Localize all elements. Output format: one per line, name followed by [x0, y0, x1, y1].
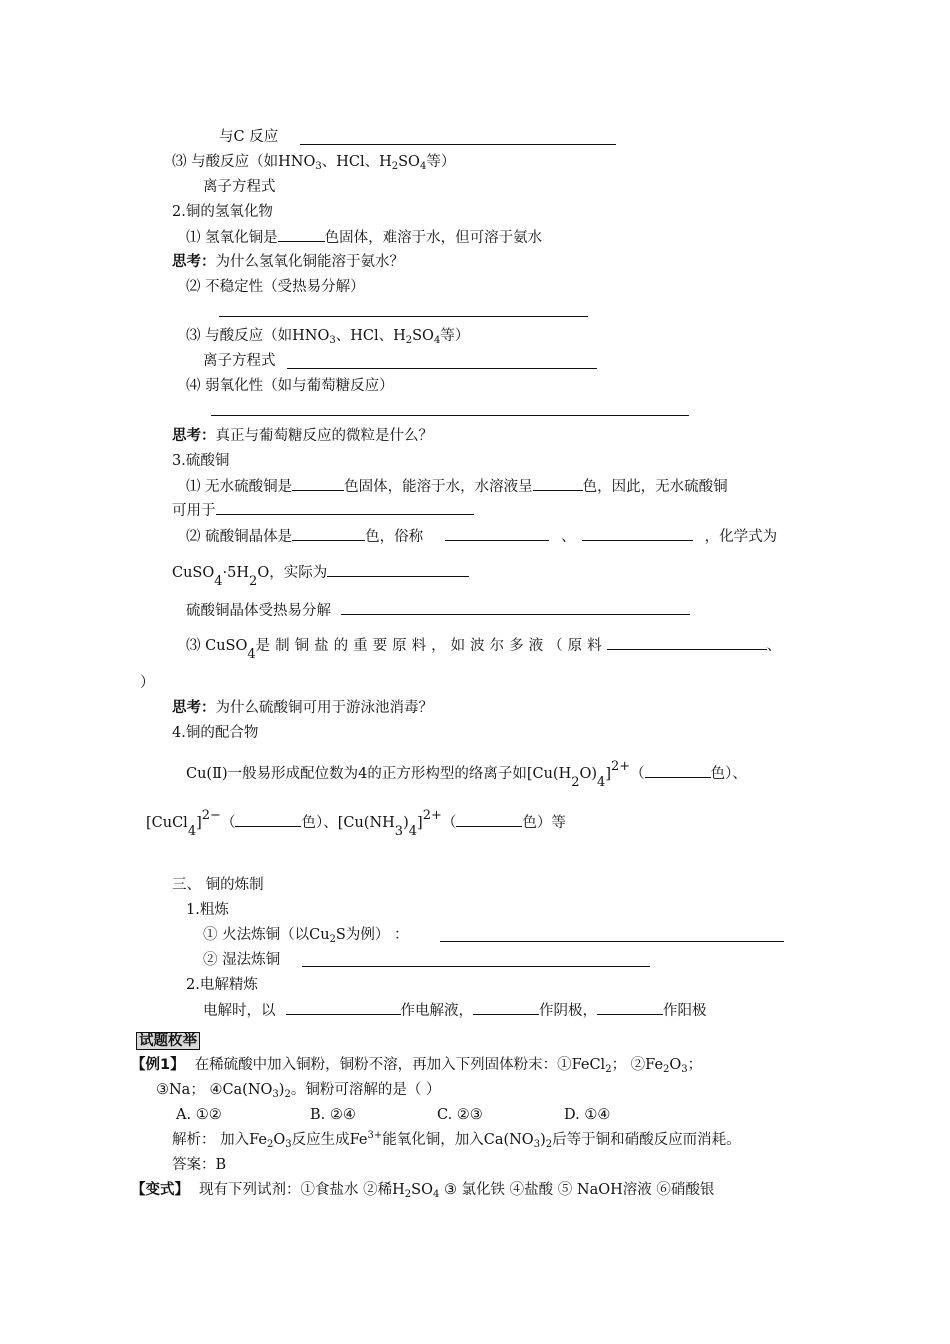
text: 色，因此，无水硫酸铜	[582, 479, 728, 495]
superscript: 2−	[201, 808, 221, 823]
heading-complex	[172, 723, 258, 743]
superscript: 2+	[422, 808, 442, 823]
text: ② 湿法炼铜	[203, 952, 281, 968]
answer-blank[interactable]	[440, 941, 784, 942]
subscript: 4	[597, 775, 606, 790]
text: 硫酸铜晶体受热易分解	[186, 603, 331, 619]
heading-sulfate	[172, 451, 229, 471]
text: ⑶ 与酸反应（如HNO	[172, 154, 316, 170]
answer-blank[interactable]	[456, 812, 522, 827]
subscript: 4	[187, 824, 197, 839]
text: )	[540, 1132, 546, 1148]
formula-line	[172, 562, 469, 589]
subscript: 4	[419, 161, 427, 172]
think-1	[172, 252, 404, 272]
text: 色）等	[522, 815, 566, 831]
subscript: 3	[285, 1139, 292, 1150]
answer-blank[interactable]	[327, 562, 469, 577]
fire-smelting	[203, 925, 408, 945]
section-examples	[136, 1031, 200, 1051]
text: SO	[411, 1182, 433, 1198]
text: ⑴ 氢氧化铜是	[186, 230, 278, 246]
text: ；	[687, 1057, 703, 1073]
text: 2.铜的氢氧化物	[172, 204, 273, 220]
text: 三、 铜的炼制	[172, 877, 264, 893]
text: ]	[417, 815, 423, 831]
text: ③Na； ④Ca(NO	[156, 1082, 273, 1098]
answer-blank[interactable]	[533, 476, 583, 491]
section-title: 试题枚举	[136, 1032, 200, 1050]
electrolysis-line	[203, 1000, 707, 1021]
example-tag: 【例1】	[131, 1057, 185, 1073]
text: ⑵ 不稳定性（受热易分解）	[186, 279, 365, 295]
option-d[interactable]	[564, 1105, 610, 1125]
text: 作电解液，	[400, 1003, 473, 1019]
superscript: 3+	[367, 1130, 383, 1141]
text: ]	[196, 815, 202, 831]
subscript: 3	[533, 1139, 541, 1150]
text: ③ 氯化铁 ④盐酸 ⑤ NaOH溶液 ⑥硝酸银	[439, 1182, 715, 1198]
text: ]	[605, 766, 611, 782]
weak-oxidation	[186, 376, 394, 396]
text: 、HCl、H	[335, 328, 406, 344]
text: [CuCl	[146, 815, 188, 831]
text: O)	[579, 766, 598, 782]
text: SO	[398, 154, 420, 170]
text: 真正与葡萄糖反应的微粒是什么？	[215, 428, 433, 444]
text: （	[630, 766, 645, 782]
acid-reaction-2	[186, 326, 469, 346]
text: CuSO	[172, 565, 215, 581]
text: 能氧化铜，加入Ca(NO	[382, 1132, 534, 1148]
variant	[131, 1180, 714, 1200]
text: 在稀硫酸中加入铜粉，铜粉不溶，再加入下列固体粉末：①FeCl	[194, 1057, 606, 1073]
answer-blank[interactable]	[300, 144, 616, 145]
ionic-equation-2	[203, 351, 276, 371]
text: 色固体，难溶于水，但可溶于氨水	[324, 230, 543, 246]
subscript: 2	[249, 574, 258, 589]
answer-blank[interactable]	[645, 763, 711, 778]
text: 、	[766, 638, 782, 654]
subscript: 2	[571, 775, 580, 790]
variant-tag: 【变式】	[131, 1182, 189, 1198]
usable-for	[172, 500, 474, 521]
answer-blank[interactable]	[341, 600, 690, 615]
text: ① 火法炼铜（以Cu	[203, 927, 330, 943]
answer-blank[interactable]	[216, 500, 474, 515]
option-b[interactable]	[310, 1105, 356, 1125]
subscript: 2	[329, 934, 336, 945]
example-1-line-2	[156, 1080, 440, 1100]
text: 答案：B	[172, 1157, 227, 1173]
subscript: 3	[394, 824, 404, 839]
complex-ion-1	[186, 759, 747, 790]
text: 4.铜的配合物	[172, 725, 259, 741]
text: ⑴ 无水硫酸铜是	[186, 479, 293, 495]
ionic-equation-1	[203, 177, 276, 197]
text: O，实际为	[257, 565, 328, 581]
text: 离子方程式	[203, 353, 276, 369]
subscript: 2	[391, 161, 399, 172]
answer-blank[interactable]	[235, 812, 301, 827]
text: 等）	[426, 154, 456, 170]
option-label: D. ①④	[564, 1107, 611, 1123]
subscript: 4	[432, 1189, 440, 1200]
text: )	[403, 815, 409, 831]
text: 作阳极	[663, 1003, 707, 1019]
text: S为例） ：	[335, 927, 409, 943]
crystal-sulfate	[186, 526, 777, 547]
bordeaux-mixture	[186, 635, 782, 662]
think-label: 思考：	[172, 254, 216, 270]
think-label: 思考：	[172, 700, 216, 716]
subscript: 4	[247, 647, 256, 662]
think-3	[172, 698, 433, 718]
subscript: 3	[329, 335, 336, 346]
text: ）	[140, 675, 155, 691]
subscript: 2	[545, 1139, 553, 1150]
text: 为什么氢氧化铜能溶于氨水？	[215, 254, 404, 270]
superscript: 2+	[611, 759, 631, 774]
anhydrous-sulfate	[186, 476, 728, 497]
analysis	[172, 1130, 741, 1150]
text: 色）、	[710, 766, 747, 782]
react-with-c-label: 与C 反应	[219, 129, 279, 145]
text: 解析： 加入Fe	[172, 1132, 267, 1148]
text: 可用于	[172, 503, 216, 519]
answer-blank[interactable]	[286, 1000, 401, 1015]
text: 是制铜盐的重要原料，如波尔多液（原料	[255, 638, 607, 654]
subscript: 3	[315, 161, 322, 172]
heading-hydroxide	[172, 202, 273, 222]
heading-electrolysis	[186, 975, 258, 995]
text: 、HCl、H	[321, 154, 392, 170]
option-label: C. ②③	[437, 1107, 483, 1123]
subscript: 2	[605, 1064, 612, 1075]
answer-blank[interactable]	[219, 316, 588, 317]
answer-blank[interactable]	[292, 476, 344, 491]
text: 、	[561, 529, 576, 545]
text: ⑶ CuSO	[186, 638, 248, 654]
text: 色）、[Cu(NH	[301, 815, 395, 831]
react-with-c	[219, 127, 278, 147]
text: 为什么硫酸铜可用于游泳池消毒？	[215, 700, 433, 716]
subscript: 2	[284, 1089, 291, 1100]
text: 作阴极，	[539, 1003, 597, 1019]
subscript: 3	[272, 1089, 279, 1100]
text: )	[278, 1082, 285, 1098]
crystal-decompose	[186, 600, 690, 621]
text: ； ②Fe	[611, 1057, 664, 1073]
answer-blank[interactable]	[473, 1000, 539, 1015]
text: 1.粗炼	[186, 902, 229, 918]
text: SO	[412, 328, 434, 344]
answer-blank[interactable]	[211, 415, 689, 416]
option-c[interactable]	[437, 1105, 483, 1125]
wet-smelting	[203, 950, 280, 970]
complex-ion-2	[146, 808, 566, 839]
answer-blank[interactable]	[607, 635, 767, 650]
think-label: 思考：	[172, 428, 216, 444]
subscript: 4	[433, 335, 441, 346]
text: （	[220, 815, 236, 831]
text: 色，俗称	[365, 529, 424, 545]
text: （	[441, 815, 457, 831]
text: ⑵ 硫酸铜晶体是	[186, 529, 293, 545]
text: 现有下列试剂：①食盐水 ②稀H	[199, 1182, 405, 1198]
option-a[interactable]	[176, 1105, 222, 1125]
text: 后等于铜和硝酸反应而消耗。	[552, 1132, 741, 1148]
subscript: 4	[214, 574, 223, 589]
text: O	[669, 1057, 682, 1073]
subscript: 2	[405, 335, 413, 346]
answer-blank[interactable]	[278, 227, 325, 242]
text: 3.硫酸铜	[172, 453, 230, 469]
text: ⑶ 与酸反应（如HNO	[186, 328, 330, 344]
option-label: B. ②④	[310, 1107, 356, 1123]
heading-smelting	[172, 875, 264, 895]
answer-blank[interactable]	[302, 966, 650, 967]
answer-blank[interactable]	[445, 526, 549, 541]
text: ·5H	[222, 565, 250, 581]
text: O	[273, 1132, 286, 1148]
text: Cu(Ⅱ)一般易形成配位数为4的正方形构型的络离子如[Cu(H	[186, 766, 572, 782]
hydroxide-color	[186, 227, 542, 248]
text: 反应生成Fe	[291, 1132, 368, 1148]
text: 。铜粉可溶解的是（ ）	[290, 1082, 441, 1098]
text: ⑷ 弱氧化性（如与葡萄糖反应）	[186, 378, 394, 394]
text: 离子方程式	[203, 179, 276, 195]
text: 2.电解精炼	[186, 977, 258, 993]
text: 色固体，能溶于水，水溶液呈	[344, 479, 533, 495]
answer-blank[interactable]	[582, 526, 693, 541]
heading-rough	[186, 900, 229, 920]
example-1-line-1	[131, 1055, 702, 1075]
close-paren	[140, 673, 155, 693]
answer-blank[interactable]	[292, 526, 365, 541]
text: ，化学式为	[704, 529, 778, 545]
subscript: 2	[404, 1189, 412, 1200]
subscript: 4	[408, 824, 418, 839]
acid-reaction-1	[172, 152, 455, 172]
text: 等）	[440, 328, 470, 344]
text: 电解时，以	[203, 1003, 276, 1019]
think-2	[172, 426, 433, 446]
subscript: 2	[266, 1139, 274, 1150]
answer-blank[interactable]	[597, 1000, 663, 1015]
option-label: A. ①②	[176, 1107, 222, 1123]
subscript: 2	[663, 1064, 670, 1075]
answer-blank[interactable]	[287, 368, 597, 369]
subscript: 3	[681, 1064, 688, 1075]
instability	[186, 277, 365, 297]
answer	[172, 1155, 226, 1175]
